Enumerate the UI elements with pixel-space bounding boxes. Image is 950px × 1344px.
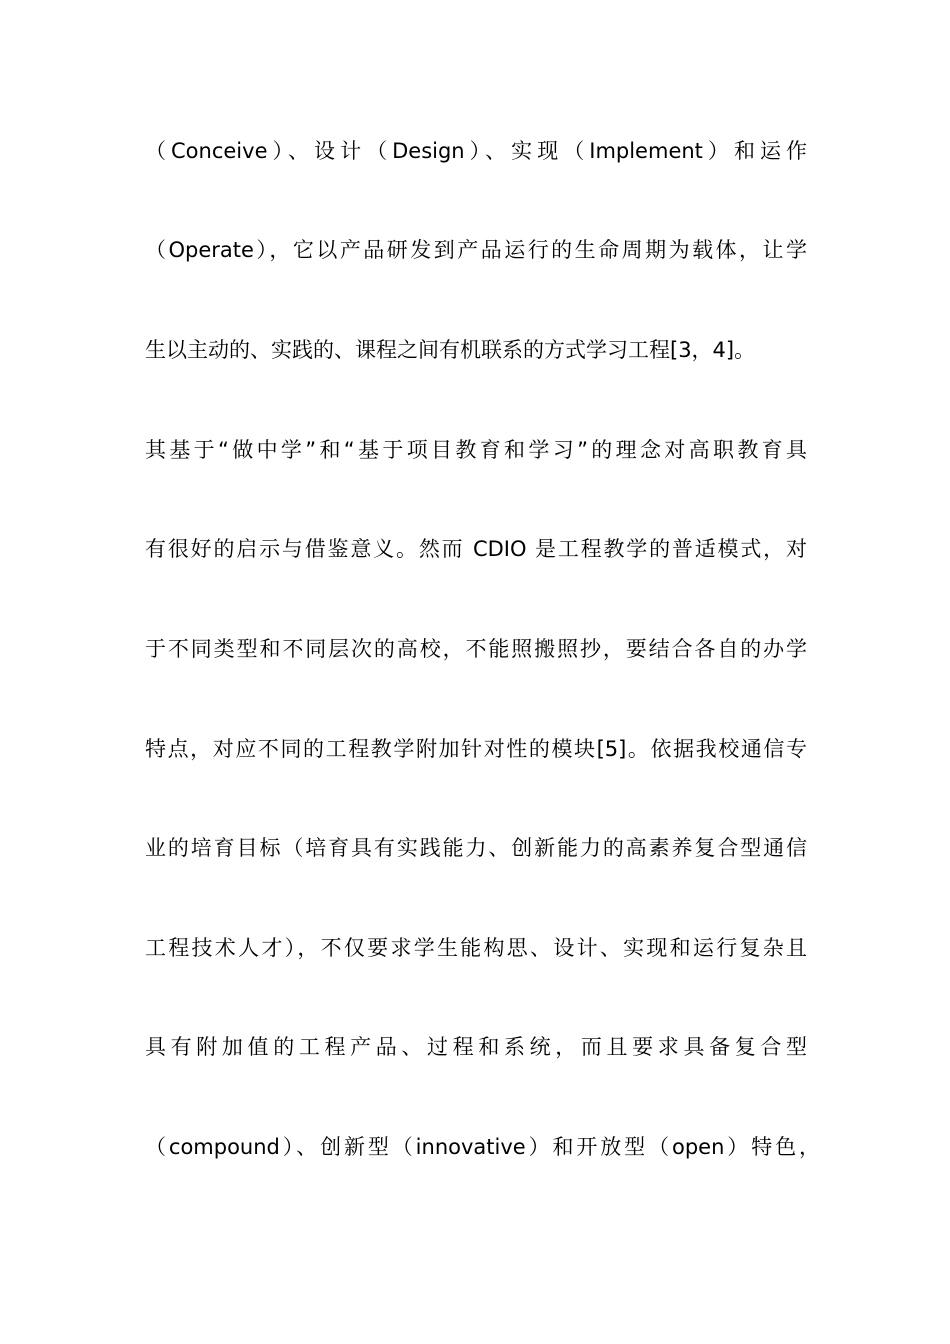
paragraph-line-8: 业的培育目标（培育具有实践能力、创新能力的高素养复合型通信 bbox=[145, 836, 807, 860]
paragraph-line-2: （Operate），它以产品研发到产品运行的生命周期为载体，让学 bbox=[145, 238, 807, 262]
paragraph-line-7: 特点，对应不同的工程教学附加针对性的模块[5]。依据我校通信专 bbox=[145, 737, 807, 761]
paragraph-line-10: 具有附加值的工程产品、过程和系统，而且要求具备复合型 bbox=[145, 1035, 807, 1059]
paragraph-line-5: 有很好的启示与借鉴意义。然而 CDIO 是工程教学的普适模式，对 bbox=[145, 537, 807, 561]
paragraph-line-4: 其基于“做中学”和“基于项目教育和学习”的理念对高职教育具 bbox=[145, 438, 807, 462]
paragraph-line-3: 生以主动的、实践的、课程之间有机联系的方式学习工程[3，4]。 bbox=[145, 338, 756, 362]
paragraph-line-9: 工程技术人才），不仅要求学生能构思、设计、实现和运行复杂且 bbox=[145, 936, 807, 960]
paragraph-line-11: （compound）、创新型（innovative）和开放型（open）特色， bbox=[145, 1135, 820, 1159]
paragraph-line-1: （Conceive）、设计（Design）、实现（Implement）和运作 bbox=[145, 139, 807, 163]
paragraph-line-6: 于不同类型和不同层次的高校，不能照搬照抄，要结合各自的办学 bbox=[145, 637, 807, 661]
